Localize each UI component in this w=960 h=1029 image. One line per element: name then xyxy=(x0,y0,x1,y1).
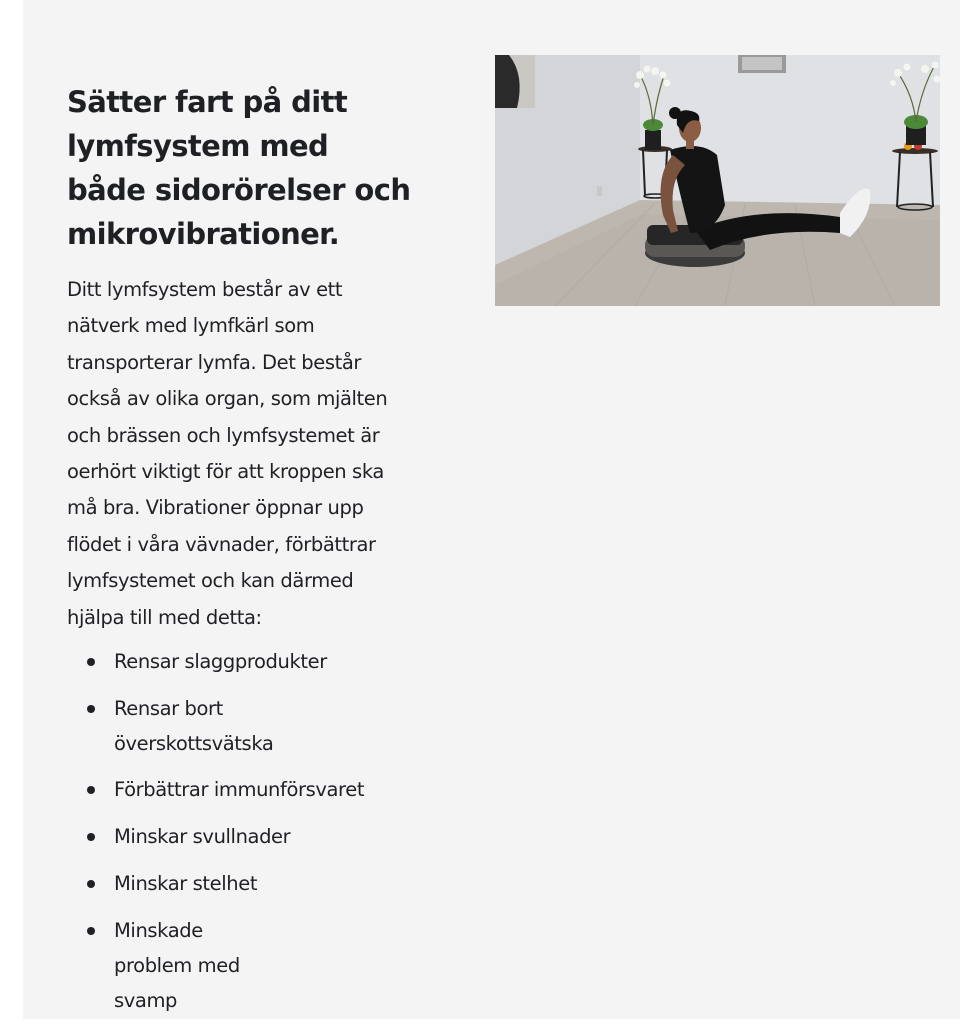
list-item xyxy=(67,913,267,1018)
benefits-list xyxy=(67,644,412,1017)
bullet-icon xyxy=(87,786,95,794)
list-item xyxy=(67,691,367,761)
list-item xyxy=(67,819,367,854)
list-item-text: Rensar slaggprodukter xyxy=(114,650,327,674)
section-heading: Sätter fart på ditt lymfsystem med både sidorörelser och mikrovibrationer. xyxy=(67,85,411,251)
list-item xyxy=(67,866,367,901)
list-item-text: Rensar bort överskottsvätska xyxy=(114,696,274,755)
bullet-icon xyxy=(87,880,95,888)
bullet-icon xyxy=(87,705,95,713)
list-item-text: Minskar stelhet xyxy=(114,871,258,895)
content-section xyxy=(23,0,960,1019)
exercise-photo xyxy=(495,55,940,306)
bullet-icon xyxy=(87,927,95,935)
list-item xyxy=(67,772,367,807)
list-item-text: Förbättrar immunförsvaret xyxy=(114,778,365,802)
list-item-text: Minskar svullnader xyxy=(114,825,291,849)
bullet-icon xyxy=(87,833,95,841)
section-body: Ditt lymfsystem består av ett nätverk med lymfkärl som transporterar lymfa. Det består också av olika organ, som mjälten och brässen och lymfsystemet är oerhört viktigt för att kroppen ska må bra. Vibrationer öppnar upp flödet i våra vävnader, förbättrar lymfsystemet och kan därmed hjälpa till med detta: xyxy=(67,278,388,629)
text-column xyxy=(67,80,412,1029)
photo-illustration xyxy=(495,55,940,306)
list-item xyxy=(67,644,367,679)
list-item-text: Minskade problem med svamp xyxy=(114,918,240,1012)
bullet-icon xyxy=(87,658,95,666)
